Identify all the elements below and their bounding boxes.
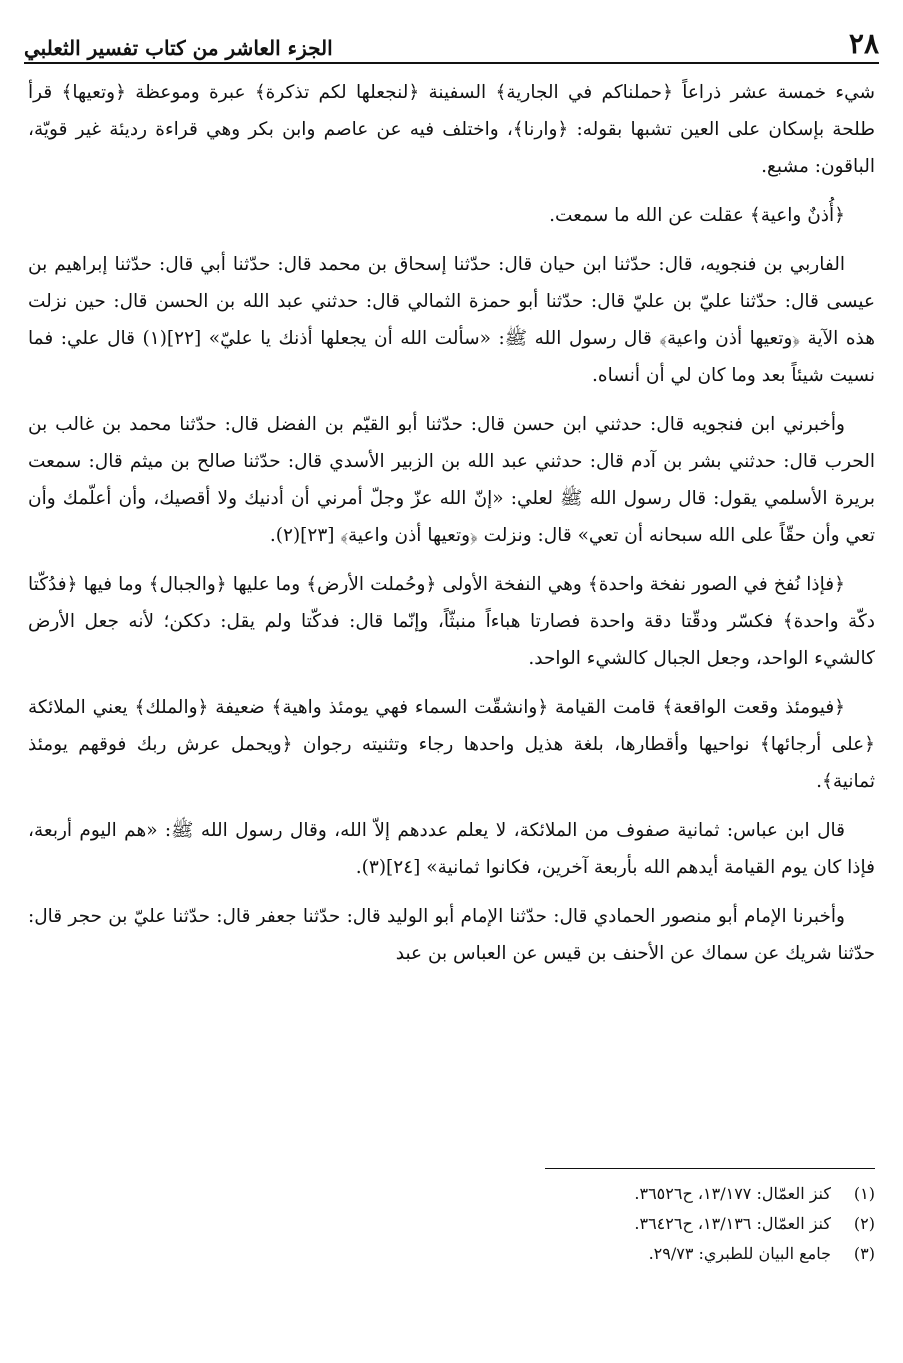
footnote-text: كنز العمّال: ١٣/١٣٦، ح٣٦٤٢٦. xyxy=(634,1214,831,1233)
paragraph-4: وأخبرني ابن فنجويه قال: حدثني ابن حسن قال: حدّثنا أبو القيّم بن الفضل قال: حدّثنا محمد بن غالب بن الحرب قال: حدثني بشر بن آدم قال: حدثني عبد الله بن الزبير الأسدي قال: حدّثنا صالح بن ميثم قال: سمعت بريرة الأسلمي يقول: قال رسول الله ﷺ لعلي: «إنّ الله عزّ وجلّ أمرني أن أدنيك ولا أقصيك، وأن أعلّمك وأن تعي وأن حقّاً على الله سبحانه أن تعي» قال: ونزلت ﴿وتعيها أذن واعية﴾ [٢٣](٢). xyxy=(28,414,875,546)
paragraph-8: وأخبرنا الإمام أبو منصور الحمادي قال: حدّثنا الإمام أبو الوليد قال: حدّثنا جعفر قال: حدّثنا عليّ بن حجر قال: حدّثنا شريك عن سماك عن الأحنف بن قيس عن العباس بن عبد xyxy=(28,906,875,964)
footnote-item xyxy=(28,1239,875,1269)
paragraph-1: شيء خمسة عشر ذراعاً ﴿حملناكم في الجارية﴾ السفينة ﴿لنجعلها لكم تذكرة﴾ عبرة وموعظة ﴿وتعيها﴾ قرأ طلحة بإسكان على العين تشبها بقوله: ﴿وارنا﴾، واختلف فيه عن عاصم وابن بكر وهي قراءة رديئة غير قويّة، الباقون: مشبع. xyxy=(28,82,875,177)
footnotes xyxy=(28,1168,875,1269)
footnote-number: (٣) xyxy=(853,1244,875,1263)
paragraph-3: الفاربي بن فنجويه، قال: حدّثنا ابن حيان قال: حدّثنا إسحاق بن محمد قال: حدّثنا أبي قال: حدّثنا إبراهيم بن عيسى قال: حدّثنا عليّ بن عليّ قال: حدّثنا أبو حمزة الثمالي قال: حدثني عبد الله بن الحسن قال: حين نزلت هذه الآية ﴿وتعيها أذن واعية﴾ قال رسول الله ﷺ: «سألت الله أن يجعلها أذنك يا عليّ» [٢٢](١) قال علي: فما نسيت شيئاً بعد وما كان لي أن أنساه. xyxy=(28,254,876,386)
paragraph-6: ﴿فيومئذ وقعت الواقعة﴾ قامت القيامة ﴿وانشقّت السماء فهي يومئذ واهية﴾ ضعيفة ﴿والملك﴾ يعني الملائكة ﴿على أرجائها﴾ نواحيها وأقطارها، بلغة هذيل واحدها رجاء وتثنيته رجوان ﴿ويحمل عرش ربك فوقهم يومئذ ثمانية﴾. xyxy=(28,697,875,792)
footnote-number: (٢) xyxy=(853,1214,875,1233)
paragraph-5: ﴿فإذا نُفخ في الصور نفخة واحدة﴾ وهي النفخة الأولى ﴿وحُملت الأرض﴾ وما عليها ﴿والجبال﴾ وما فيها ﴿فدُكّتا دكّة واحدة﴾ فكسّر ودقّتا دقة واحدة فصارتا هباءاً منبثّاً، وإنّما قال: فدكّتا ولم يقل: دككن؛ لأنه جعل الأرض كالشيء الواحد، وجعل الجبال كالشيء الواحد. xyxy=(28,574,875,669)
footnote-item xyxy=(28,1209,875,1239)
footnote-divider xyxy=(545,1168,875,1169)
page-header xyxy=(24,14,879,64)
running-title: الجزء العاشر من كتاب تفسير الثعلبي xyxy=(24,36,333,60)
footnote-text: جامع البيان للطبري: ٢٩/٧٣. xyxy=(648,1244,831,1263)
paragraph-7: قال ابن عباس: ثمانية صفوف من الملائكة، لا يعلم عددهم إلاّ الله، وقال رسول الله ﷺ: «هم اليوم أربعة، فإذا كان يوم القيامة أيدهم الله بأربعة آخرين، فكانوا ثمانية» [٢٤](٣). xyxy=(28,820,875,878)
footnote-number: (١) xyxy=(853,1184,875,1203)
page-number: ٢٨ xyxy=(848,27,879,60)
paragraph-2: ﴿أُذنٌ واعية﴾ عقلت عن الله ما سمعت. xyxy=(549,205,845,226)
footnote-item xyxy=(28,1179,875,1209)
page-body xyxy=(28,74,875,984)
footnote-text: كنز العمّال: ١٣/١٧٧، ح٣٦٥٢٦. xyxy=(634,1184,831,1203)
